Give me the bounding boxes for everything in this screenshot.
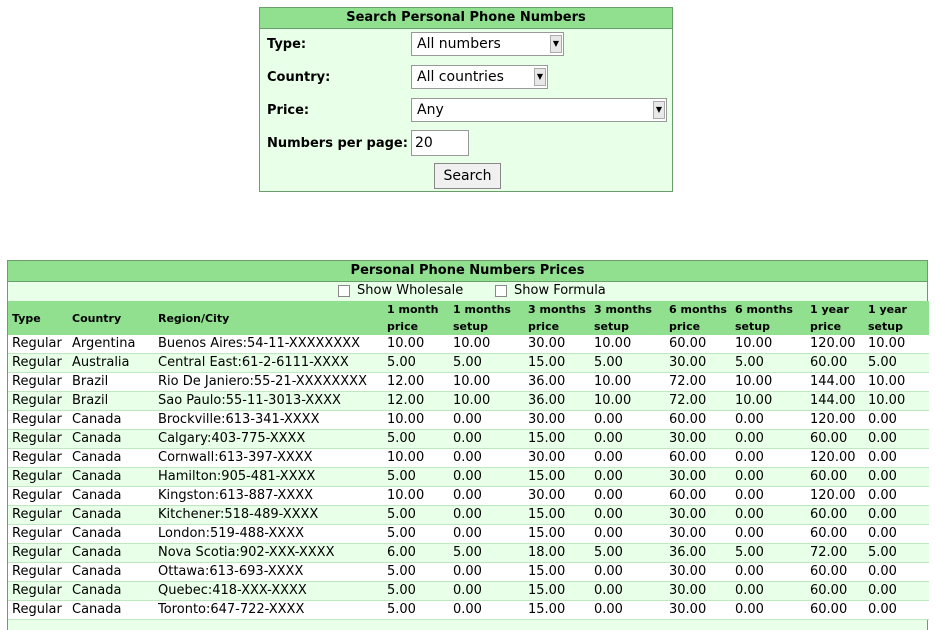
table-cell: 36.00 (665, 544, 731, 563)
table-cell: Calgary:403-775-XXXX (154, 430, 383, 449)
table-cell: Regular (8, 411, 68, 430)
table-cell: Canada (68, 525, 154, 544)
table-cell: 5.00 (383, 601, 449, 620)
table-cell: 60.00 (665, 449, 731, 468)
table-cell: 0.00 (449, 582, 524, 601)
table-cell: Canada (68, 544, 154, 563)
per-page-input[interactable]: 20 (411, 130, 469, 156)
table-cell: 0.00 (864, 525, 929, 544)
table-cell: 5.00 (590, 544, 665, 563)
table-cell: Canada (68, 506, 154, 525)
table-cell: 0.00 (864, 563, 929, 582)
table-cell: 36.00 (524, 373, 590, 392)
table-cell: 60.00 (806, 468, 864, 487)
table-row (8, 430, 929, 449)
table-cell: London:519-488-XXXX (154, 525, 383, 544)
table-cell: Brockville:613-341-XXXX (154, 411, 383, 430)
table-cell: Regular (8, 506, 68, 525)
table-cell: 5.00 (383, 582, 449, 601)
type-select-value: All numbers (417, 36, 501, 52)
table-cell: 5.00 (383, 430, 449, 449)
type-label: Type: (267, 37, 307, 52)
table-row (8, 601, 929, 620)
table-cell: Buenos Aires:54-11-XXXXXXXX (154, 335, 383, 354)
table-cell: 10.00 (864, 373, 929, 392)
table-cell: Hamilton:905-481-XXXX (154, 468, 383, 487)
table-cell: 15.00 (524, 354, 590, 373)
table-cell: Canada (68, 563, 154, 582)
table-cell: 5.00 (383, 468, 449, 487)
table-cell: Toronto:647-722-XXXX (154, 601, 383, 620)
table-cell: Regular (8, 601, 68, 620)
table-cell: 30.00 (665, 582, 731, 601)
table-cell: 15.00 (524, 525, 590, 544)
table-cell: 72.00 (806, 544, 864, 563)
column-header: 6 months setup (731, 301, 806, 335)
table-cell: Regular (8, 487, 68, 506)
column-header: 6 months price (665, 301, 731, 335)
table-header-row (8, 301, 929, 335)
table-cell: 120.00 (806, 487, 864, 506)
table-cell: 12.00 (383, 392, 449, 411)
table-row (8, 354, 929, 373)
table-cell: 60.00 (806, 525, 864, 544)
table-row (8, 449, 929, 468)
table-cell: 0.00 (731, 525, 806, 544)
table-cell: Canada (68, 449, 154, 468)
table-cell: 0.00 (731, 430, 806, 449)
table-cell: 120.00 (806, 335, 864, 354)
table-cell: Canada (68, 582, 154, 601)
table-cell: 0.00 (590, 582, 665, 601)
table-row (8, 544, 929, 563)
column-header: 3 months setup (590, 301, 665, 335)
show-formula-label: Show Formula (514, 283, 606, 298)
table-cell: 0.00 (864, 430, 929, 449)
table-cell: 0.00 (449, 430, 524, 449)
table-cell: 10.00 (864, 392, 929, 411)
table-cell: Ottawa:613-693-XXXX (154, 563, 383, 582)
table-cell: Regular (8, 468, 68, 487)
table-row (8, 506, 929, 525)
table-cell: 60.00 (665, 411, 731, 430)
prices-panel-title: Personal Phone Numbers Prices (8, 261, 927, 282)
table-cell: 60.00 (806, 582, 864, 601)
table-cell: 30.00 (665, 468, 731, 487)
table-cell: 10.00 (590, 392, 665, 411)
table-cell: 10.00 (383, 487, 449, 506)
column-header: Country (68, 301, 154, 335)
table-cell: Regular (8, 582, 68, 601)
table-row (8, 525, 929, 544)
table-cell: 0.00 (590, 411, 665, 430)
table-cell: 10.00 (449, 335, 524, 354)
table-cell: 0.00 (864, 582, 929, 601)
chevron-down-icon: ▼ (653, 101, 665, 119)
table-cell: 60.00 (806, 506, 864, 525)
table-cell: 5.00 (590, 354, 665, 373)
prices-panel (7, 260, 928, 630)
table-cell: 30.00 (524, 411, 590, 430)
column-header: 1 year price (806, 301, 864, 335)
prices-table (8, 301, 929, 620)
table-row (8, 563, 929, 582)
table-cell: 0.00 (590, 430, 665, 449)
table-cell: Regular (8, 525, 68, 544)
table-cell: 15.00 (524, 506, 590, 525)
table-cell: 5.00 (383, 506, 449, 525)
table-cell: 36.00 (524, 392, 590, 411)
table-cell: Kitchener:518-489-XXXX (154, 506, 383, 525)
table-cell: 0.00 (864, 601, 929, 620)
table-cell: Regular (8, 335, 68, 354)
table-cell: 15.00 (524, 582, 590, 601)
table-cell: Brazil (68, 392, 154, 411)
table-cell: 5.00 (731, 544, 806, 563)
table-cell: Central East:61-2-6111-XXXX (154, 354, 383, 373)
table-cell: 0.00 (449, 506, 524, 525)
table-cell: Argentina (68, 335, 154, 354)
table-cell: 60.00 (806, 430, 864, 449)
table-cell: 0.00 (449, 563, 524, 582)
table-cell: 0.00 (590, 563, 665, 582)
table-cell: Nova Scotia:902-XXX-XXXX (154, 544, 383, 563)
table-cell: 5.00 (383, 563, 449, 582)
table-cell: 5.00 (864, 544, 929, 563)
table-cell: 10.00 (590, 373, 665, 392)
table-cell: 30.00 (665, 601, 731, 620)
table-cell: 60.00 (665, 487, 731, 506)
table-cell: 5.00 (449, 354, 524, 373)
table-cell: 0.00 (449, 487, 524, 506)
table-cell: 15.00 (524, 601, 590, 620)
table-row (8, 411, 929, 430)
table-row (8, 468, 929, 487)
table-cell: Cornwall:613-397-XXXX (154, 449, 383, 468)
table-cell: 10.00 (449, 373, 524, 392)
table-cell: 10.00 (383, 449, 449, 468)
country-select[interactable] (411, 65, 548, 89)
table-cell: 5.00 (383, 525, 449, 544)
table-cell: 10.00 (731, 335, 806, 354)
table-cell: 0.00 (731, 506, 806, 525)
table-cell: 15.00 (524, 563, 590, 582)
table-cell: 0.00 (449, 449, 524, 468)
table-cell: Canada (68, 411, 154, 430)
table-cell: 0.00 (864, 506, 929, 525)
table-cell: 120.00 (806, 449, 864, 468)
table-cell: 0.00 (864, 487, 929, 506)
table-cell: Regular (8, 430, 68, 449)
table-cell: 10.00 (449, 392, 524, 411)
table-cell: Canada (68, 430, 154, 449)
table-cell: 60.00 (806, 563, 864, 582)
table-cell: 10.00 (731, 373, 806, 392)
price-select[interactable] (411, 98, 667, 122)
table-cell: 0.00 (864, 468, 929, 487)
table-cell: 10.00 (383, 411, 449, 430)
table-cell: 18.00 (524, 544, 590, 563)
search-panel (259, 7, 673, 192)
table-cell: 30.00 (665, 525, 731, 544)
table-cell: 10.00 (864, 335, 929, 354)
table-cell: 0.00 (449, 601, 524, 620)
table-cell: 60.00 (806, 601, 864, 620)
table-cell: Kingston:613-887-XXXX (154, 487, 383, 506)
chevron-down-icon: ▼ (534, 68, 546, 86)
column-header: 1 months setup (449, 301, 524, 335)
table-cell: 30.00 (524, 487, 590, 506)
table-cell: 0.00 (731, 468, 806, 487)
table-cell: 10.00 (590, 335, 665, 354)
table-cell: 0.00 (864, 411, 929, 430)
table-cell: 0.00 (731, 601, 806, 620)
table-row (8, 335, 929, 354)
table-cell: Canada (68, 468, 154, 487)
table-cell: 0.00 (449, 525, 524, 544)
show-wholesale-checkbox[interactable] (338, 285, 350, 297)
table-cell: Regular (8, 563, 68, 582)
table-row (8, 487, 929, 506)
table-cell: 0.00 (590, 506, 665, 525)
table-cell: Canada (68, 601, 154, 620)
column-header: 3 months price (524, 301, 590, 335)
table-cell: 144.00 (806, 392, 864, 411)
column-header: Type (8, 301, 68, 335)
table-cell: Brazil (68, 373, 154, 392)
table-cell: Regular (8, 449, 68, 468)
price-select-value: Any (417, 102, 444, 118)
table-cell: 0.00 (590, 487, 665, 506)
options-row (8, 282, 927, 301)
table-cell: 30.00 (665, 563, 731, 582)
table-cell: Regular (8, 373, 68, 392)
table-cell: 15.00 (524, 430, 590, 449)
table-row (8, 582, 929, 601)
table-cell: 15.00 (524, 468, 590, 487)
table-cell: Sao Paulo:55-11-3013-XXXX (154, 392, 383, 411)
column-header: 1 month price (383, 301, 449, 335)
table-cell: 0.00 (590, 468, 665, 487)
search-button[interactable]: Search (434, 163, 501, 189)
table-cell: 0.00 (449, 468, 524, 487)
type-select[interactable] (411, 32, 564, 56)
table-cell: Australia (68, 354, 154, 373)
table-cell: 144.00 (806, 373, 864, 392)
table-row (8, 392, 929, 411)
table-cell: 60.00 (665, 335, 731, 354)
show-wholesale-label: Show Wholesale (357, 283, 464, 298)
table-cell: 30.00 (665, 430, 731, 449)
table-cell: Rio De Janiero:55-21-XXXXXXXX (154, 373, 383, 392)
table-cell: 0.00 (731, 411, 806, 430)
table-cell: 5.00 (864, 354, 929, 373)
table-cell: 0.00 (731, 449, 806, 468)
table-cell: 10.00 (383, 335, 449, 354)
column-header: Region/City (154, 301, 383, 335)
table-cell: Quebec:418-XXX-XXXX (154, 582, 383, 601)
table-cell: 5.00 (449, 544, 524, 563)
chevron-down-icon: ▼ (550, 35, 562, 53)
table-cell: 12.00 (383, 373, 449, 392)
country-label: Country: (267, 70, 331, 85)
table-cell: 30.00 (665, 354, 731, 373)
table-cell: 0.00 (590, 525, 665, 544)
table-cell: 72.00 (665, 373, 731, 392)
table-cell: Regular (8, 354, 68, 373)
table-cell: 60.00 (806, 354, 864, 373)
table-cell: 5.00 (383, 354, 449, 373)
table-cell: Regular (8, 392, 68, 411)
table-row (8, 373, 929, 392)
table-cell: 30.00 (524, 449, 590, 468)
table-cell: 0.00 (731, 582, 806, 601)
table-cell: 72.00 (665, 392, 731, 411)
search-panel-title: Search Personal Phone Numbers (260, 8, 672, 29)
table-cell: 0.00 (864, 449, 929, 468)
table-cell: 0.00 (590, 449, 665, 468)
table-cell: 0.00 (731, 563, 806, 582)
table-cell: Canada (68, 487, 154, 506)
table-cell: 30.00 (665, 506, 731, 525)
show-formula-checkbox[interactable] (495, 285, 507, 297)
table-cell: 30.00 (524, 335, 590, 354)
table-cell: 6.00 (383, 544, 449, 563)
price-label: Price: (267, 103, 310, 118)
per-page-label: Numbers per page: (267, 136, 408, 151)
country-select-value: All countries (417, 69, 504, 85)
table-cell: 120.00 (806, 411, 864, 430)
table-cell: 0.00 (731, 487, 806, 506)
table-cell: 0.00 (449, 411, 524, 430)
table-cell: Regular (8, 544, 68, 563)
table-cell: 10.00 (731, 392, 806, 411)
column-header: 1 year setup (864, 301, 929, 335)
table-cell: 0.00 (590, 601, 665, 620)
table-cell: 5.00 (731, 354, 806, 373)
